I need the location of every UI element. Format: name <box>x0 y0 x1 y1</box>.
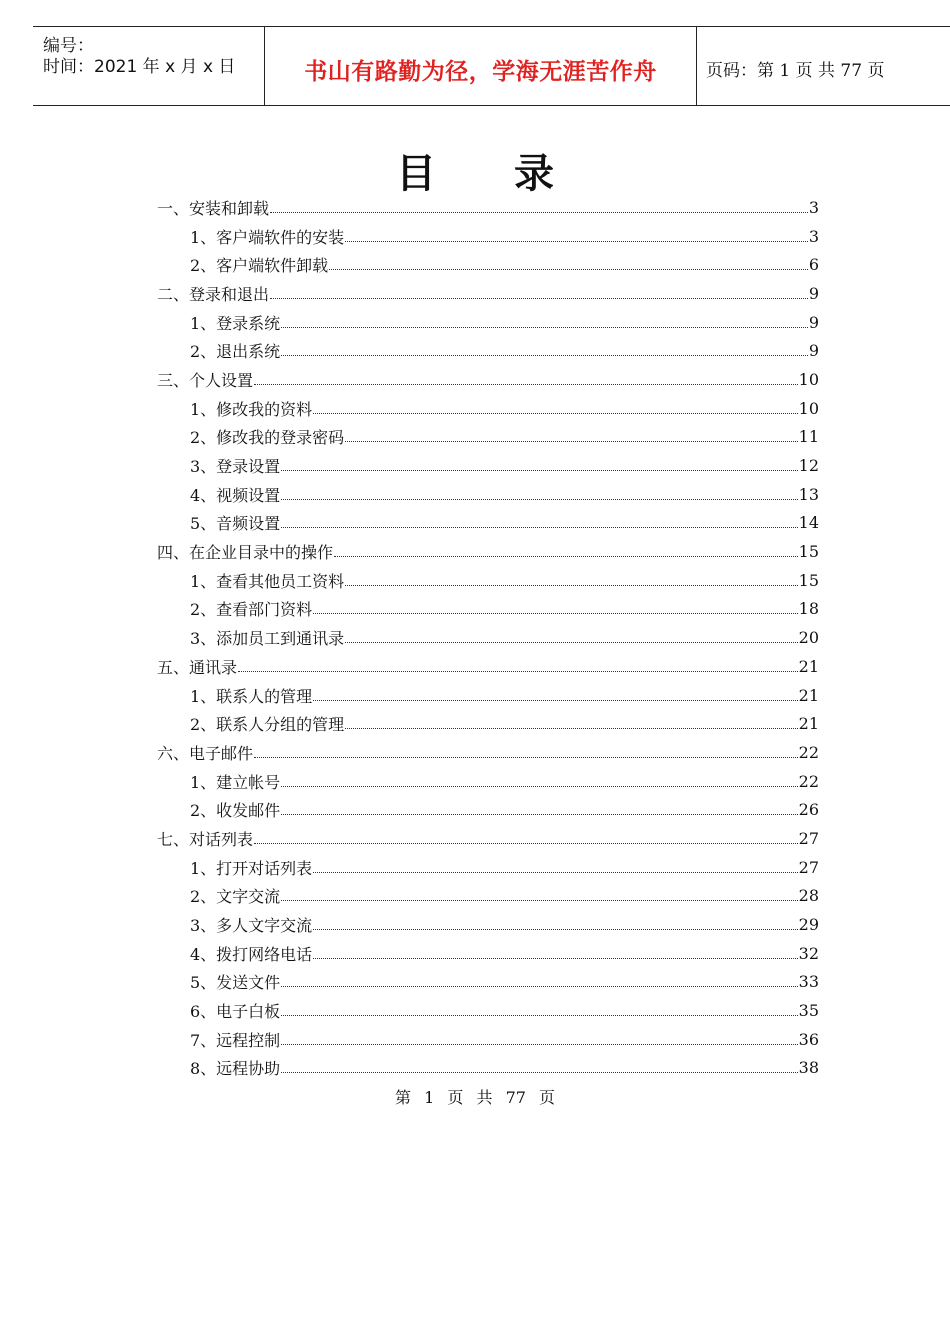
toc-entry[interactable] <box>157 824 819 853</box>
toc-entry-page: 29 <box>798 915 819 935</box>
toc-entry[interactable] <box>157 968 819 997</box>
toc-entry[interactable] <box>157 193 819 222</box>
toc-entry-label: 5、发送文件 <box>190 973 281 993</box>
toc-leader-dots <box>281 786 797 787</box>
toc-leader-dots <box>281 470 797 471</box>
toc-entry-label: 2、联系人分组的管理 <box>190 715 345 735</box>
toc-entry-page: 9 <box>808 283 819 303</box>
toc-entry-label: 2、文字交流 <box>190 887 281 907</box>
toc-entry[interactable] <box>157 480 819 509</box>
page-footer <box>0 1085 950 1108</box>
toc-entry[interactable] <box>157 623 819 652</box>
toc-leader-dots <box>270 212 808 213</box>
header-table <box>33 26 950 106</box>
toc-entry-label: 2、客户端软件卸载 <box>190 256 329 276</box>
toc-entry-page: 15 <box>798 570 819 590</box>
toc-leader-dots <box>345 728 797 729</box>
toc-entry-label: 3、多人文字交流 <box>190 916 313 936</box>
toc-entry-label: 6、电子白板 <box>190 1002 281 1022</box>
toc-leader-dots <box>345 241 808 242</box>
title-char-2: 录 <box>514 150 554 197</box>
toc-entry-label: 5、音频设置 <box>190 514 281 534</box>
toc-entry[interactable] <box>157 681 819 710</box>
toc-entry-page: 13 <box>798 484 819 504</box>
toc-entry-label: 1、客户端软件的安装 <box>190 227 345 247</box>
toc-entry[interactable] <box>157 882 819 911</box>
toc-entry-label: 8、远程协助 <box>190 1059 281 1079</box>
toc-entry-label: 1、登录系统 <box>190 313 281 333</box>
toc-leader-dots <box>254 757 798 758</box>
toc-entry-page: 12 <box>798 456 819 476</box>
table-of-contents <box>157 193 819 1082</box>
toc-entry[interactable] <box>157 996 819 1025</box>
toc-entry-page: 27 <box>798 857 819 877</box>
toc-entry-page: 33 <box>798 972 819 992</box>
toc-leader-dots <box>281 1072 797 1073</box>
toc-entry-label: 4、视频设置 <box>190 485 281 505</box>
toc-leader-dots <box>281 355 808 356</box>
footer-word-3: 共 <box>476 1088 493 1107</box>
toc-entry-label: 六、电子邮件 <box>157 743 254 763</box>
toc-leader-dots <box>281 814 797 815</box>
toc-leader-dots <box>345 642 797 643</box>
toc-entry[interactable] <box>157 279 819 308</box>
toc-entry-page: 20 <box>798 628 819 648</box>
toc-entry-label: 1、修改我的资料 <box>190 399 313 419</box>
toc-entry-page: 22 <box>798 742 819 762</box>
toc-entry[interactable] <box>157 1054 819 1083</box>
document-time: 时间：2021 年 x 月 x 日 <box>43 57 236 77</box>
toc-entry[interactable] <box>157 365 819 394</box>
toc-entry[interactable] <box>157 738 819 767</box>
toc-entry[interactable] <box>157 308 819 337</box>
toc-entry-label: 四、在企业目录中的操作 <box>157 543 334 563</box>
toc-entry[interactable] <box>157 1025 819 1054</box>
toc-entry[interactable] <box>157 423 819 452</box>
toc-leader-dots <box>281 499 797 500</box>
toc-entry-label: 二、登录和退出 <box>157 284 270 304</box>
toc-entry-page: 21 <box>798 656 819 676</box>
toc-entry-label: 3、登录设置 <box>190 457 281 477</box>
toc-leader-dots <box>329 269 808 270</box>
toc-entry-page: 9 <box>808 341 819 361</box>
title-char-1: 目 <box>396 150 436 197</box>
toc-entry[interactable] <box>157 767 819 796</box>
toc-entry-page: 27 <box>798 828 819 848</box>
footer-word-4: 页 <box>539 1088 556 1107</box>
toc-entry[interactable] <box>157 709 819 738</box>
toc-entry-page: 21 <box>798 685 819 705</box>
footer-word-2: 页 <box>447 1088 464 1107</box>
header-motto-cell <box>264 27 697 105</box>
toc-entry-page: 6 <box>808 255 819 275</box>
toc-entry[interactable] <box>157 451 819 480</box>
toc-leader-dots <box>345 441 797 442</box>
toc-entry-page: 32 <box>798 943 819 963</box>
toc-leader-dots <box>270 298 808 299</box>
toc-entry-label: 2、退出系统 <box>190 342 281 362</box>
toc-entry[interactable] <box>157 939 819 968</box>
toc-entry-label: 五、通讯录 <box>157 657 238 677</box>
toc-entry-label: 1、打开对话列表 <box>190 858 313 878</box>
toc-entry-page: 35 <box>798 1001 819 1021</box>
toc-entry-page: 21 <box>798 714 819 734</box>
toc-leader-dots <box>281 527 797 528</box>
toc-entry-label: 三、个人设置 <box>157 370 254 390</box>
toc-entry[interactable] <box>157 652 819 681</box>
toc-entry-label: 1、联系人的管理 <box>190 686 313 706</box>
footer-word-1: 第 <box>394 1088 411 1107</box>
toc-leader-dots <box>313 929 797 930</box>
toc-leader-dots <box>254 843 798 844</box>
header-page-number: 页码：第 1 页 共 77 页 <box>706 61 885 81</box>
toc-entry-page: 38 <box>798 1058 819 1078</box>
toc-entry[interactable] <box>157 566 819 595</box>
document-number: 编号： <box>43 36 94 56</box>
toc-entry[interactable] <box>157 394 819 423</box>
toc-entry-label: 1、建立帐号 <box>190 772 281 792</box>
toc-entry-page: 22 <box>798 771 819 791</box>
toc-entry-label: 一、安装和卸载 <box>157 198 270 218</box>
toc-entry-page: 14 <box>798 513 819 533</box>
toc-entry[interactable] <box>157 537 819 566</box>
toc-leader-dots <box>281 327 808 328</box>
toc-entry[interactable] <box>157 509 819 538</box>
toc-entry[interactable] <box>157 795 819 824</box>
toc-entry-label: 3、添加员工到通讯录 <box>190 629 345 649</box>
toc-leader-dots <box>313 700 797 701</box>
page-title <box>0 142 950 199</box>
toc-entry[interactable] <box>157 853 819 882</box>
toc-entry-label: 2、修改我的登录密码 <box>190 428 345 448</box>
toc-entry[interactable] <box>157 250 819 279</box>
toc-entry-page: 28 <box>798 886 819 906</box>
toc-leader-dots <box>281 1015 797 1016</box>
toc-leader-dots <box>238 671 798 672</box>
toc-entry-page: 10 <box>798 398 819 418</box>
header-info-cell <box>33 27 264 105</box>
toc-leader-dots <box>313 413 797 414</box>
toc-entry-page: 9 <box>808 312 819 332</box>
toc-entry-page: 11 <box>798 427 819 447</box>
toc-entry-page: 15 <box>798 542 819 562</box>
toc-leader-dots <box>345 585 797 586</box>
toc-entry-label: 7、远程控制 <box>190 1030 281 1050</box>
toc-entry-label: 2、查看部门资料 <box>190 600 313 620</box>
toc-leader-dots <box>281 1044 797 1045</box>
toc-entry[interactable] <box>157 595 819 624</box>
toc-entry[interactable] <box>157 336 819 365</box>
toc-entry-page: 18 <box>798 599 819 619</box>
toc-entry[interactable] <box>157 222 819 251</box>
toc-leader-dots <box>254 384 798 385</box>
toc-entry-page: 3 <box>808 226 819 246</box>
toc-entry-label: 2、收发邮件 <box>190 801 281 821</box>
footer-current-page: 1 <box>424 1088 435 1107</box>
toc-leader-dots <box>313 872 797 873</box>
toc-entry-label: 4、拨打网络电话 <box>190 944 313 964</box>
toc-leader-dots <box>281 986 797 987</box>
toc-entry-label: 1、查看其他员工资料 <box>190 571 345 591</box>
toc-entry-page: 10 <box>798 369 819 389</box>
toc-leader-dots <box>281 900 797 901</box>
toc-entry-page: 26 <box>798 800 819 820</box>
header-page-cell <box>696 27 950 105</box>
toc-leader-dots <box>313 613 797 614</box>
footer-total-pages: 77 <box>505 1088 526 1107</box>
toc-entry-page: 3 <box>808 197 819 217</box>
toc-entry[interactable] <box>157 910 819 939</box>
toc-entry-label: 七、对话列表 <box>157 829 254 849</box>
toc-leader-dots <box>313 958 797 959</box>
toc-entry-page: 36 <box>798 1029 819 1049</box>
motto: 书山有路勤为径，学海无涯苦作舟 <box>304 58 657 85</box>
toc-leader-dots <box>334 556 798 557</box>
